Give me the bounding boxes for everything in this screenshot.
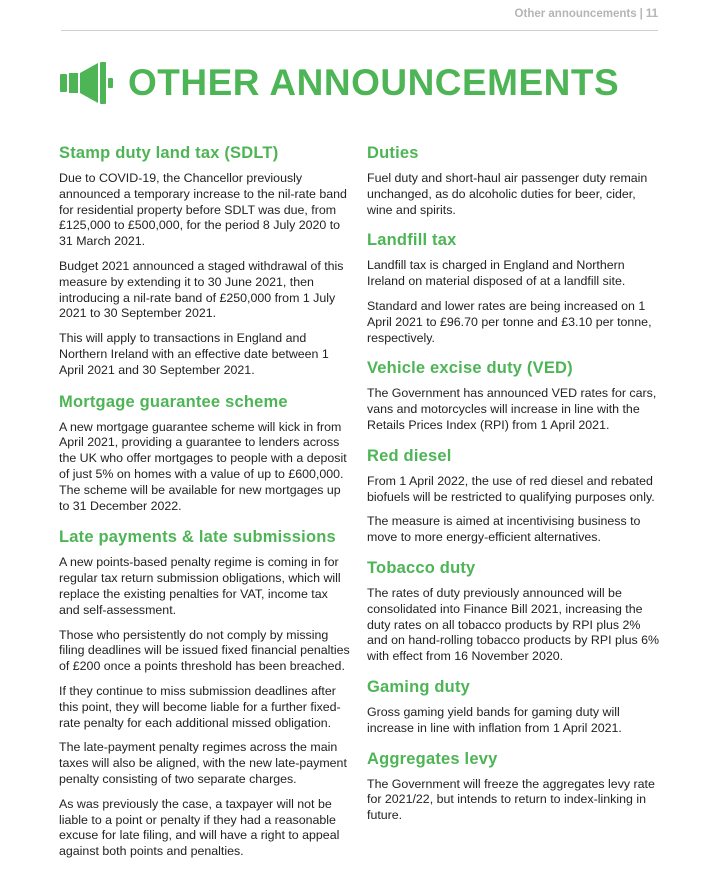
running-head-section: Other announcements	[514, 8, 637, 20]
section-aggregates-levy	[367, 749, 663, 824]
paragraph: A new points-based penalty regime is coming in for regular tax return submission obligations, which will replace the existing penalties for VAT, income tax and self-assessment.	[59, 555, 341, 617]
section-red-diesel	[367, 446, 663, 546]
title-row	[58, 58, 619, 108]
section-heading: Vehicle excise duty (VED)	[367, 359, 573, 378]
section-heading: Aggregates levy	[367, 749, 498, 768]
section-stamp-duty-land-tax-sdlt	[59, 143, 351, 379]
paragraph: As was previously the case, a taxpayer will not be liable to a point or penalty if they had a reasonable excuse for late filing, and will have a right to appeal against both points and penalties.	[59, 796, 340, 859]
section-heading: Mortgage guarantee scheme	[59, 392, 288, 411]
section-heading: Duties	[367, 144, 419, 162]
paragraph: Those who persistently do not comply by missing filing deadlines will be issued fixed financial penalties of £200 once a points threshold has been breached.	[59, 627, 350, 674]
section-heading: Stamp duty land tax (SDLT)	[59, 144, 279, 162]
section-heading: Landfill tax	[367, 231, 457, 250]
megaphone-icon	[58, 60, 114, 106]
section-late-payments-and-late-submissions	[59, 527, 351, 860]
paragraph: Fuel duty and short-haul air passenger duty remain unchanged, as do alcoholic duties for beer, cider, wine and spirits.	[367, 171, 648, 217]
section-gaming-duty	[367, 677, 663, 737]
paragraph: The Government has announced VED rates for cars, vans and motorcycles will increase in line with the Retails Prices Index (RPI) from 1 April 2021.	[367, 386, 657, 432]
section-heading: Late payments & late submissions	[59, 528, 336, 547]
section-duties	[367, 143, 663, 218]
running-head-separator: |	[639, 8, 643, 20]
section-heading: Red diesel	[367, 446, 452, 465]
section-vehicle-excise-duty-ved	[367, 358, 663, 433]
section-tobacco-duty	[367, 558, 663, 665]
section-heading: Gaming duty	[367, 677, 471, 696]
page-title: OTHER ANNOUNCEMENTS	[128, 62, 620, 103]
running-head	[0, 8, 658, 20]
paragraph: The rates of duty previously announced will be consolidated into Finance Bill 2021, increasing the duty rates on all tobacco products by RPI plus 2% and on hand-rolling tobacco products by RPI plus 6% with effect from 16 November 2020.	[367, 585, 660, 664]
paragraph: The late-payment penalty regimes across the main taxes will also be aligned, with the new late-payment penalty consisting of two separate charges.	[59, 740, 347, 786]
paragraph: Budget 2021 announced a staged withdrawal of this measure by extending it to 30 June 2021, then introducing a nil-rate band of £250,000 from 1 July 2021 to 30 September 2021.	[59, 258, 344, 321]
page-number: 11	[645, 8, 658, 20]
section-heading: Tobacco duty	[367, 558, 476, 577]
header-rule	[61, 30, 658, 31]
right-column	[367, 143, 663, 836]
left-column	[59, 143, 351, 873]
paragraph: A new mortgage guarantee scheme will kick in from April 2021, providing a guarantee to lenders across the UK who offer mortgages to people with a deposit of just 5% on homes with a value of up to £600,000. The scheme will be available for new mortgages up to 31 December 2022.	[59, 419, 347, 513]
paragraph: From 1 April 2022, the use of red diesel and rebated biofuels will be restricted to qualifying purposes only.	[367, 473, 655, 504]
paragraph: Standard and lower rates are being increased on 1 April 2021 to £96.70 per tonne and £3.10 per tonne, respectively.	[367, 298, 652, 345]
paragraph: The Government will freeze the aggregates levy rate for 2021/22, but intends to return to index-linking in future.	[367, 776, 655, 823]
paragraph: This will apply to transactions in England and Northern Ireland with an effective date between 1 April 2021 and 30 September 2021.	[59, 331, 329, 377]
paragraph: If they continue to miss submission deadlines after this point, they will become liable for a further fixed-rate penalty for each additional missed obligation.	[59, 683, 341, 730]
section-mortgage-guarantee-scheme	[59, 392, 351, 515]
section-landfill-tax	[367, 230, 663, 346]
paragraph: Due to COVID-19, the Chancellor previously announced a temporary increase to the nil-rate band for residential property before SDLT was due, from £125,000 to £500,000, for the period 8 July 2020 to 31 March 2021.	[59, 171, 347, 249]
paragraph: Landfill tax is charged in England and Northern Ireland on material disposed of at a landfill site.	[367, 258, 626, 289]
paragraph: The measure is aimed at incentivising business to move to more energy-efficient alternatives.	[367, 514, 641, 545]
paragraph: Gross gaming yield bands for gaming duty will increase in line with inflation from 1 April 2021.	[367, 704, 622, 735]
